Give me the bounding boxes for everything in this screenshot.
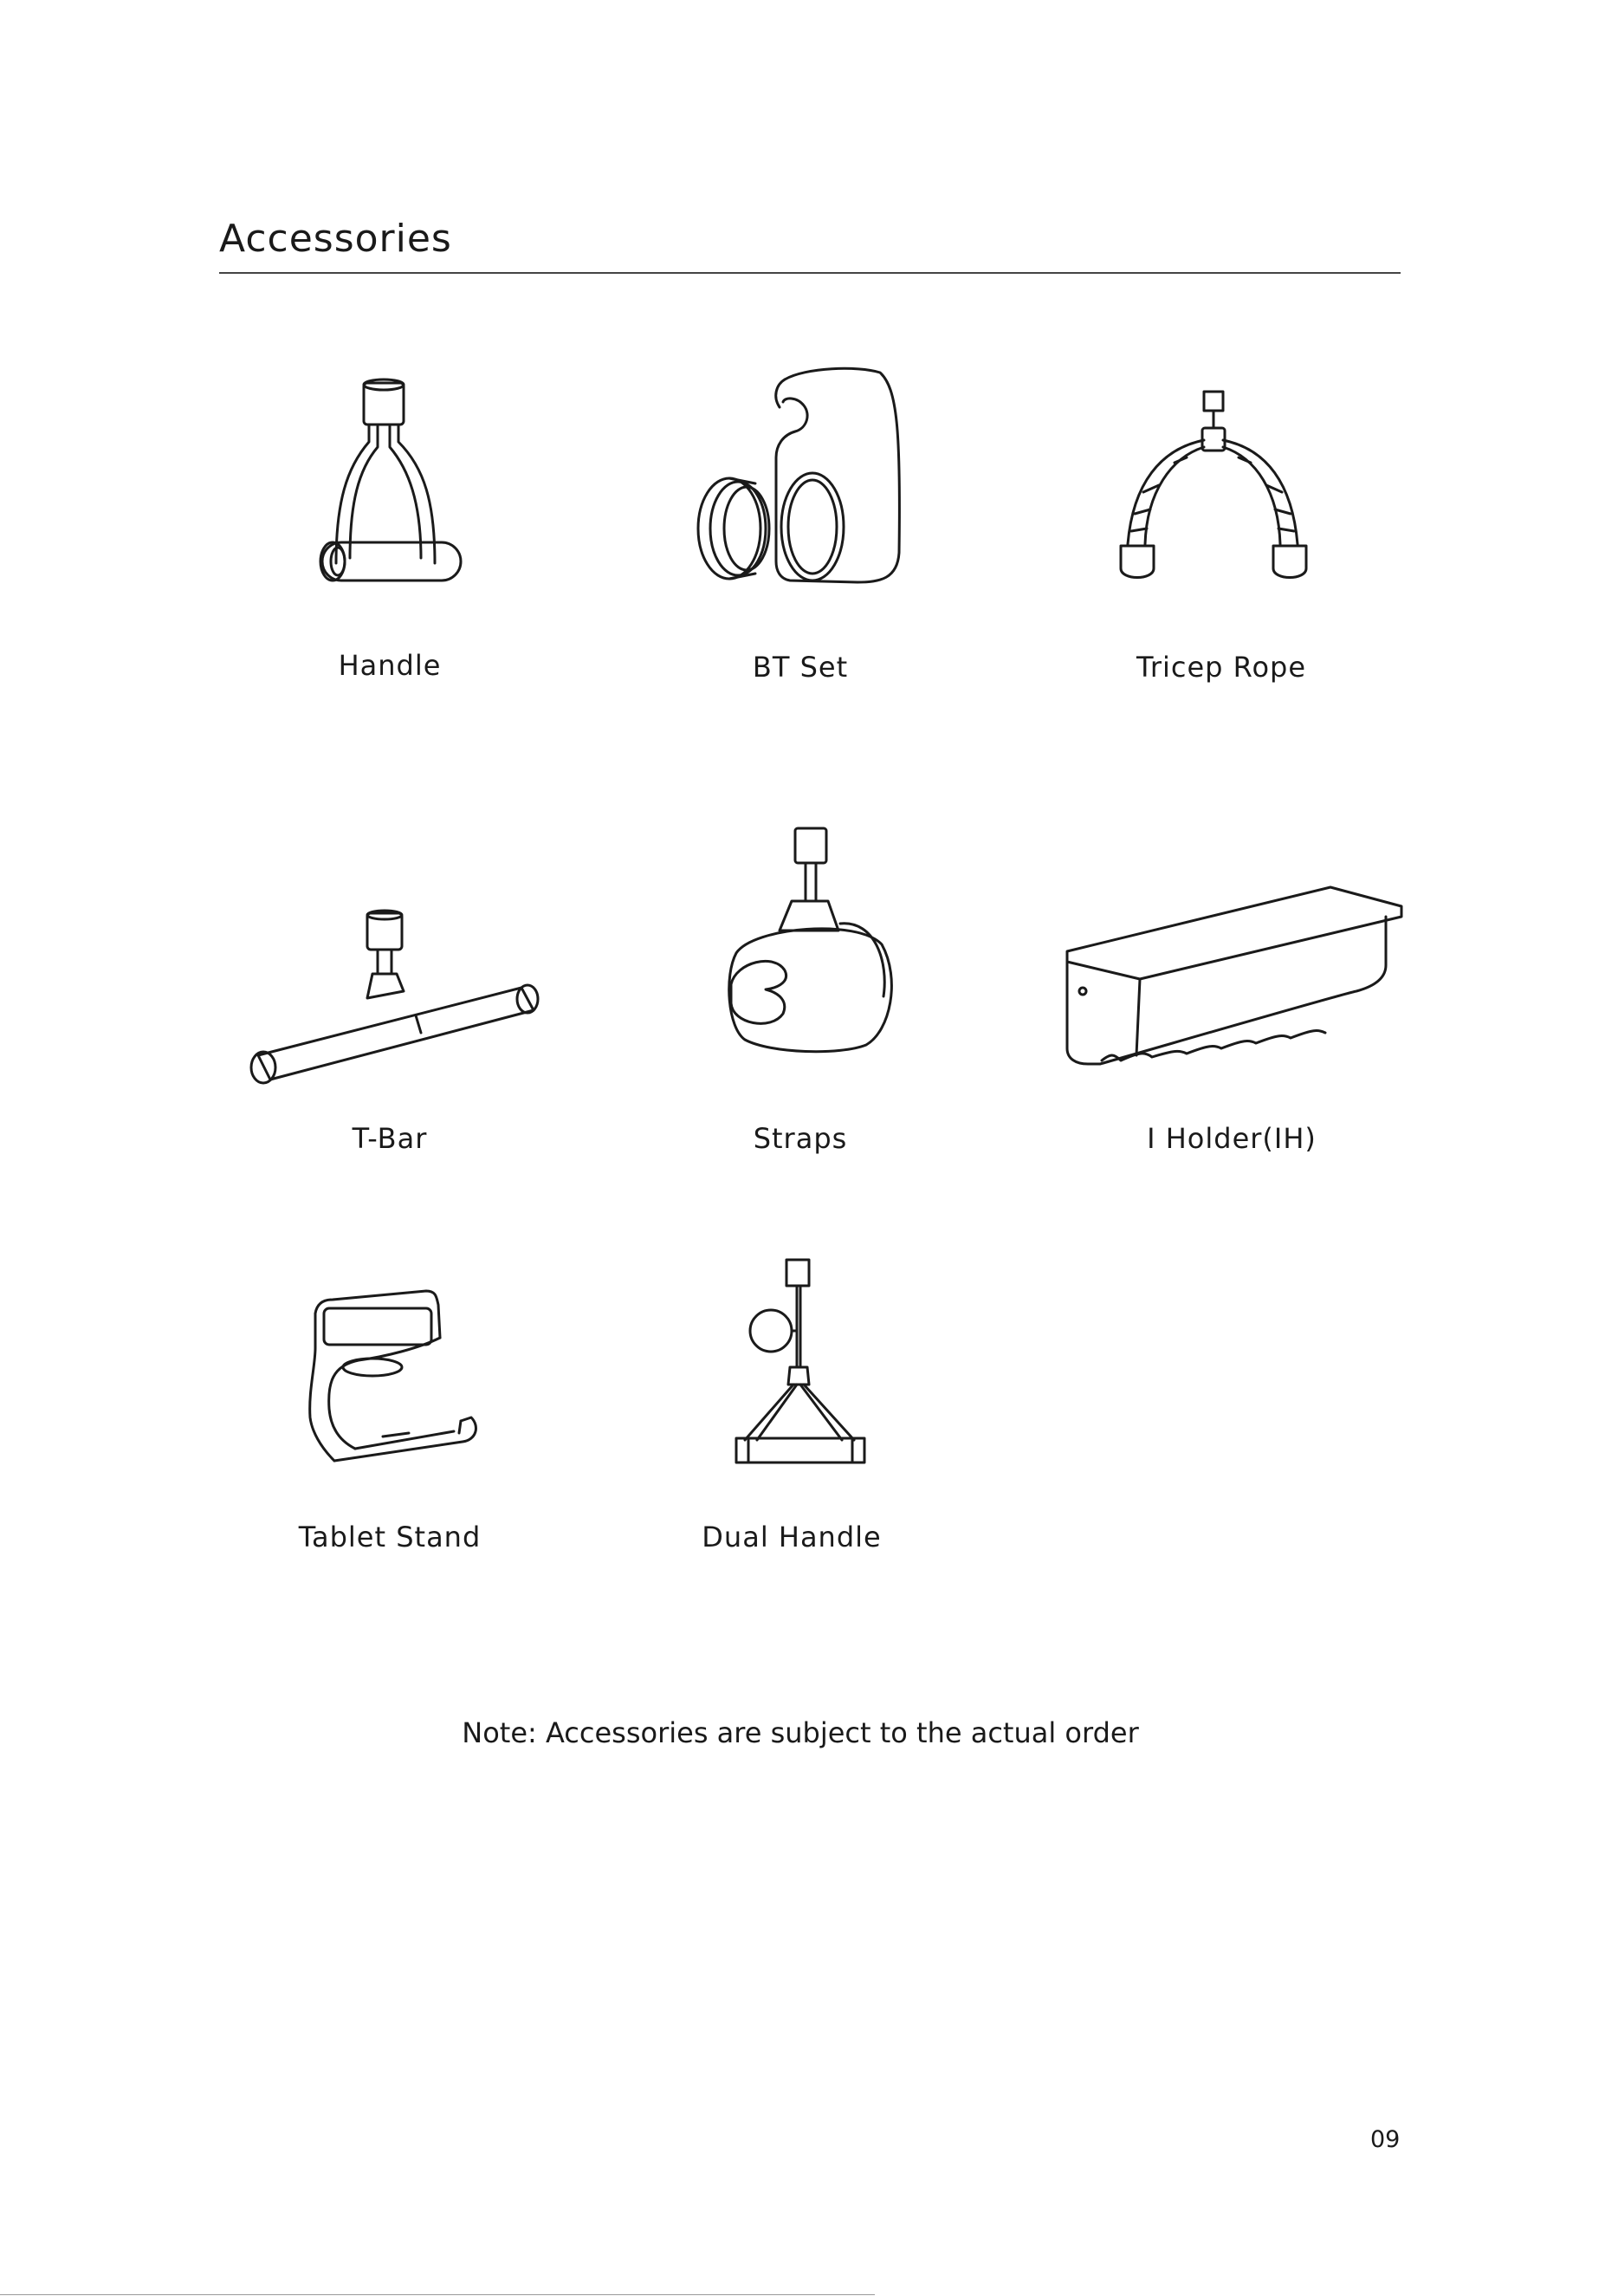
i-holder-icon [1062, 882, 1408, 1073]
accessory-label: Straps [753, 1122, 848, 1155]
accessory-label: Dual Handle [702, 1521, 882, 1553]
bt-set-icon [693, 362, 901, 587]
t-bar-icon [243, 901, 546, 1074]
tablet-stand-icon [298, 1287, 489, 1478]
footer-divider [0, 2294, 875, 2295]
title-divider [219, 272, 1401, 274]
dual-handle-icon [728, 1255, 883, 1471]
handle-icon [312, 373, 476, 615]
page-title: Accessories [219, 217, 452, 261]
accessory-label: I Holder(IH) [1147, 1122, 1317, 1155]
accessory-label: BT Set [752, 651, 849, 684]
accessory-label: Handle [338, 649, 442, 682]
page-number: 09 [1370, 2126, 1401, 2153]
accessory-label: Tricep Rope [1136, 651, 1307, 684]
accessory-label: Tablet Stand [298, 1521, 482, 1553]
note-text: Note: Accessories are subject to the actual order [462, 1716, 1139, 1749]
accessory-label: T-Bar [352, 1122, 428, 1155]
straps-icon [719, 823, 892, 1057]
tricep-rope-icon [1109, 388, 1317, 587]
